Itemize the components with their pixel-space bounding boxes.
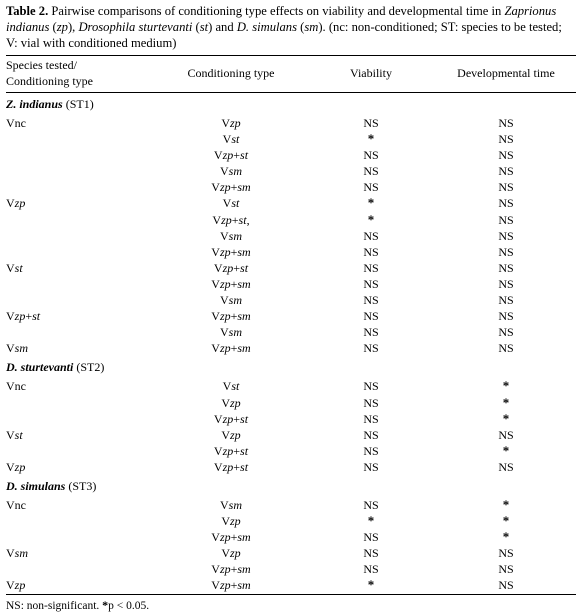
header-species-line2: Conditioning type [6, 74, 93, 88]
cell-tested: Vnc [6, 497, 26, 512]
table-caption: Table 2. Pairwise comparisons of conditioning type effects on viability and developmental time in Zaprionus indianus (zp), Drosophila sturtevanti (st) and D. simulans (sm). (nc: non-conditioned; ST: species to be tested; V: vial with conditioned medium) [6, 4, 562, 50]
table-row [6, 179, 576, 195]
cell-devtime: NS [498, 196, 514, 211]
cell-viability: NS [363, 293, 379, 308]
cell-conditioning: Vzp+sm [211, 276, 251, 291]
cell-tested: Vzp+st [6, 309, 41, 324]
cell-viability: NS [363, 309, 379, 324]
cell-devtime: NS [498, 546, 514, 561]
cell-devtime: * [502, 378, 510, 394]
cell-devtime: NS [498, 578, 514, 593]
cell-viability: * [367, 195, 375, 211]
cell-viability: NS [363, 395, 379, 410]
species-name-2: Drosophila sturtevanti [78, 20, 193, 34]
section-heading [6, 93, 576, 115]
cell-viability: NS [363, 562, 379, 577]
cell-conditioning: Vzp+sm [211, 309, 251, 324]
section-species: D. sturtevanti [6, 360, 74, 375]
cell-viability: NS [363, 228, 379, 243]
table-row [6, 545, 576, 561]
cell-conditioning: Vzp+st [213, 148, 249, 163]
cell-devtime: * [502, 496, 510, 512]
table-row [6, 276, 576, 292]
cell-conditioning: Vzp+st [213, 459, 249, 474]
cell-devtime: NS [498, 276, 514, 291]
section-heading [6, 475, 576, 497]
cell-devtime: NS [498, 293, 514, 308]
caption-text-2: (nc: non-conditioned; ST: species to be tested; V: vial with conditioned medium) [6, 20, 562, 50]
species-name-1: Zaprionus indianus [6, 4, 557, 34]
footnote-ns: NS: non-significant. [6, 599, 100, 612]
header-conditioning: Conditioning type [187, 66, 275, 80]
table-row [6, 529, 576, 545]
cell-conditioning: Vzp [221, 546, 241, 561]
cell-viability: NS [363, 341, 379, 356]
cell-devtime: NS [498, 228, 514, 243]
table-row [6, 260, 576, 276]
cell-devtime: NS [498, 116, 514, 130]
cell-conditioning: Vzp+st [213, 260, 249, 275]
table-row [6, 163, 576, 179]
cell-devtime: NS [498, 427, 514, 442]
section-code: (ST3) [65, 478, 97, 493]
cell-conditioning: Vzp [221, 514, 241, 529]
cell-tested: Vst [6, 260, 23, 275]
cell-devtime: NS [498, 309, 514, 324]
cell-viability: NS [363, 530, 379, 545]
cell-devtime: NS [498, 132, 514, 147]
cell-devtime: NS [498, 260, 514, 275]
cell-devtime: NS [498, 244, 514, 259]
table-row [6, 443, 576, 459]
table-row [6, 212, 576, 228]
table-row [6, 561, 576, 577]
table-row [6, 497, 576, 513]
caption-text-1: Pairwise comparisons of conditioning type effects on viability and developmental time in [48, 4, 505, 18]
section-heading [6, 356, 576, 378]
cell-conditioning: Vsm [219, 293, 242, 308]
cell-conditioning: Vsm [219, 497, 242, 512]
table-row [6, 459, 576, 475]
cell-viability: * [367, 131, 375, 147]
table-row [6, 513, 576, 529]
table-row [6, 324, 576, 340]
table-row [6, 340, 576, 356]
cell-conditioning: Vst [222, 379, 240, 394]
cell-devtime: * [502, 529, 510, 545]
section-code: (ST2) [73, 360, 105, 375]
cell-devtime: NS [498, 180, 514, 195]
cell-viability: NS [363, 164, 379, 179]
cell-devtime: NS [498, 148, 514, 163]
table-row [6, 195, 576, 211]
cell-tested: Vnc [6, 379, 26, 394]
cell-tested: Vzp [6, 578, 26, 593]
species-abbrev-3: sm [304, 20, 319, 34]
cell-viability: * [367, 577, 375, 593]
species-abbrev-2: st [199, 20, 209, 34]
table-row [6, 228, 576, 244]
cell-viability: NS [363, 180, 379, 195]
cell-conditioning: Vzp [221, 427, 241, 442]
footnote-star: * [102, 597, 109, 612]
cell-viability: * [367, 513, 375, 529]
cell-viability: NS [363, 411, 379, 426]
cell-conditioning: Vzp+st [213, 411, 249, 426]
header-species-line1: Species tested/ [6, 58, 77, 72]
table-header [6, 56, 576, 92]
caption-label: Table 2. [6, 4, 49, 18]
cell-viability: NS [363, 443, 379, 458]
section-species: D. simulans [6, 478, 66, 493]
cell-conditioning: Vzp+st [213, 443, 249, 458]
footnote-p: p < 0.05. [108, 599, 150, 612]
cell-tested: Vnc [6, 116, 26, 130]
cell-devtime: NS [498, 562, 514, 577]
cell-tested: Vsm [6, 341, 29, 356]
cell-viability: NS [363, 497, 379, 512]
species-name-3: D. simulans [236, 20, 297, 34]
table-row [6, 292, 576, 308]
cell-conditioning: Vst [222, 132, 240, 147]
table-row [6, 411, 576, 427]
cell-tested: Vzp [6, 459, 26, 474]
cell-devtime: NS [498, 341, 514, 356]
cell-viability: NS [363, 325, 379, 340]
table-row [6, 427, 576, 443]
cell-devtime: NS [498, 459, 514, 474]
cell-viability: NS [363, 260, 379, 275]
cell-viability: NS [363, 116, 379, 130]
cell-viability: * [367, 211, 375, 227]
cell-viability: NS [363, 379, 379, 394]
table-row [6, 131, 576, 147]
section-species: Z. indianus [6, 97, 63, 111]
cell-viability: NS [363, 459, 379, 474]
cell-viability: NS [363, 427, 379, 442]
cell-devtime: NS [498, 212, 514, 227]
cell-conditioning: Vzp+sm [211, 180, 251, 195]
header-viability: Viability [350, 66, 392, 80]
header-species [6, 57, 156, 89]
cell-devtime: * [502, 513, 510, 529]
table-row [6, 378, 576, 394]
table-row [6, 577, 576, 593]
cell-conditioning: Vsm [219, 164, 242, 179]
cell-tested: Vsm [6, 546, 29, 561]
cell-viability: NS [363, 546, 379, 561]
table-row [6, 115, 576, 131]
cell-conditioning: Vsm [219, 325, 242, 340]
cell-devtime: NS [498, 164, 514, 179]
species-abbrev-1: zp [56, 20, 68, 34]
cell-tested: Vst [6, 427, 23, 442]
cell-conditioning: Vzp+sm [211, 530, 251, 545]
cell-conditioning: Vzp+sm [211, 341, 251, 356]
cell-conditioning: Vst [222, 196, 240, 211]
cell-devtime: NS [498, 325, 514, 340]
cell-viability: NS [363, 244, 379, 259]
cell-conditioning: Vsm [219, 228, 242, 243]
table-row [6, 244, 576, 260]
cell-conditioning: Vzp+sm [211, 578, 251, 593]
table-row [6, 395, 576, 411]
section-code: (ST1) [62, 97, 94, 111]
cell-viability: NS [363, 276, 379, 291]
table-row [6, 147, 576, 163]
cell-conditioning: Vzp [221, 395, 241, 410]
cell-conditioning: Vzp+st, [212, 212, 250, 227]
cell-conditioning: Vzp+sm [211, 244, 251, 259]
cell-conditioning: Vzp [221, 116, 241, 130]
table-footnote [6, 595, 576, 614]
header-devtime: Developmental time [457, 66, 555, 80]
table-body [6, 93, 576, 594]
cell-devtime: * [502, 410, 510, 426]
cell-conditioning: Vzp+sm [211, 562, 251, 577]
cell-devtime: * [502, 442, 510, 458]
cell-devtime: * [502, 394, 510, 410]
table-row [6, 308, 576, 324]
cell-viability: NS [363, 148, 379, 163]
cell-tested: Vzp [6, 196, 26, 211]
